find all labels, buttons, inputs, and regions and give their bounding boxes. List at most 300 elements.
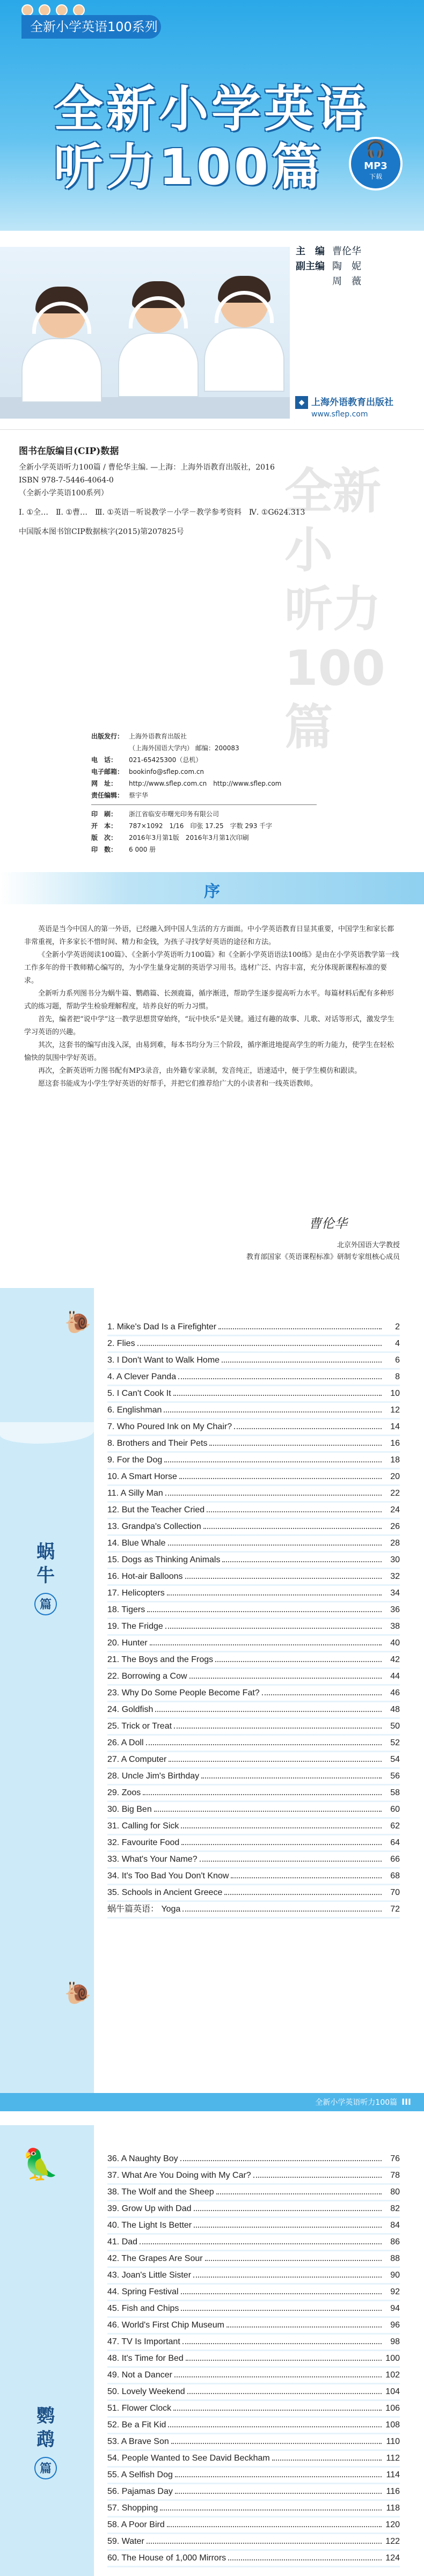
- toc-entry[interactable]: [107, 1437, 400, 1451]
- toc-entry-title: 42. The Grapes Are Sour: [107, 2254, 203, 2263]
- toc-row-divider: [107, 2167, 400, 2168]
- toc-leader-dots: [147, 1611, 382, 1612]
- toc-row-divider: [107, 1701, 400, 1702]
- toc-leader-dots: [205, 2260, 382, 2261]
- toc-entry[interactable]: [107, 2485, 400, 2499]
- toc-entry-page: 40: [390, 1638, 400, 1648]
- toc-row-divider: [107, 1385, 400, 1386]
- toc-entry-page: 114: [386, 2470, 400, 2479]
- toc-entry[interactable]: [107, 1503, 400, 1517]
- toc-entry-page: 94: [390, 2304, 400, 2313]
- toc-entry-title: 60. The House of 1,000 Mirrors: [107, 2553, 226, 2563]
- imprint-row: 版 次： 2016年3月第1版 2016年3月第1次印刷: [91, 834, 249, 841]
- toc-row-divider: [107, 1418, 400, 1419]
- toc-leader-dots: [193, 2277, 382, 2278]
- toc-row-divider: [107, 1584, 400, 1586]
- toc-entry-page: 96: [390, 2321, 400, 2330]
- toc-entry-title: 41. Dad: [107, 2237, 138, 2246]
- toc-leader-dots: [155, 1711, 382, 1712]
- toc-entry[interactable]: [107, 2152, 400, 2166]
- toc-leader-dots: [200, 1861, 382, 1862]
- toc-leader-dots: [137, 1345, 382, 1346]
- toc-row-divider: [107, 1734, 400, 1736]
- toc-entry[interactable]: [107, 1353, 400, 1367]
- toc-leader-dots: [272, 2460, 382, 2461]
- toc-row-divider: [107, 1534, 400, 1536]
- toc-entry[interactable]: [107, 1536, 400, 1550]
- toc-entry[interactable]: [107, 2468, 400, 2482]
- toc-entry-page: 122: [385, 2537, 400, 2546]
- toc-entry[interactable]: [107, 1453, 400, 1467]
- toc-row-divider: [107, 1351, 400, 1353]
- imprint-block: [91, 730, 317, 874]
- toc-entry-page: 108: [385, 2420, 400, 2429]
- toc-entry-page: 118: [386, 2504, 400, 2513]
- toc-entry-title: 59. Water: [107, 2537, 144, 2546]
- editor-row: 主 编 曹伦华: [296, 246, 361, 257]
- toc-entry-title: 48. It's Time for Bed: [107, 2354, 184, 2363]
- cover-header-band: [0, 0, 424, 231]
- toc-entry-page: 52: [390, 1738, 400, 1747]
- toc-entry-title: 34. It's Too Bad You Don't Know: [107, 1871, 229, 1880]
- toc-leader-dots: [181, 1844, 382, 1845]
- toc-leader-dots: [218, 1328, 382, 1329]
- toc-entry[interactable]: [107, 1420, 400, 1434]
- preface-title: 序: [204, 882, 220, 901]
- toc-leader-dots: [160, 2509, 382, 2511]
- toc-row-divider: [107, 1484, 400, 1486]
- toc-leader-dots: [180, 2160, 382, 2161]
- toc-entry-title: 37. What Are You Doing with My Car?: [107, 2171, 251, 2180]
- toc-entry[interactable]: [107, 1769, 400, 1783]
- toc-entry-title: 30. Big Ben: [107, 1805, 152, 1814]
- toc-leader-dots: [165, 1628, 382, 1629]
- copyright-page: [0, 429, 424, 859]
- toc-entry-page: 102: [385, 2370, 400, 2380]
- toc-row-divider: [107, 2183, 400, 2185]
- child-figure: [38, 290, 102, 402]
- publisher-url: www.sflep.com: [311, 410, 368, 419]
- toc-entry[interactable]: [107, 1470, 400, 1484]
- toc-entry-title: 28. Uncle Jim's Birthday: [107, 1772, 200, 1781]
- child-figure: [134, 284, 199, 397]
- kids-icon-strip: [21, 4, 85, 16]
- toc-leader-dots: [147, 2543, 382, 2544]
- toc-row-divider: [107, 1651, 400, 1652]
- toc-entry[interactable]: [107, 2368, 400, 2382]
- toc-entry[interactable]: [107, 1337, 400, 1351]
- toc-entry[interactable]: [107, 1603, 400, 1617]
- toc-leader-dots: [181, 2310, 382, 2311]
- toc-leader-dots: [175, 2493, 382, 2494]
- toc-leader-dots: [168, 2426, 382, 2427]
- mp3-download-badge: [349, 137, 403, 191]
- toc-entry[interactable]: [107, 2318, 400, 2332]
- toc-row-divider: [107, 2416, 400, 2418]
- toc-entry[interactable]: [107, 1370, 400, 1384]
- toc-entry-title: 21. The Boys and the Frogs: [107, 1655, 214, 1664]
- cip-line: （全新小学英语100系列）: [19, 489, 108, 497]
- toc-list: [107, 2152, 400, 2568]
- headphones-icon: 🎧: [365, 140, 386, 159]
- toc-entry-title: 18. Tigers: [107, 1605, 145, 1614]
- toc-entry-page: 106: [385, 2404, 400, 2413]
- toc-row-divider: [107, 2300, 400, 2301]
- toc-leader-dots: [215, 1661, 382, 1662]
- toc-entry-page: 2: [395, 1322, 400, 1331]
- toc-row-divider: [107, 2533, 400, 2534]
- toc-entry[interactable]: [107, 2302, 400, 2316]
- toc-entry-page: 62: [390, 1821, 400, 1831]
- toc-entry-page: 6: [395, 1356, 400, 1365]
- editor-row: 周 薇: [332, 276, 361, 287]
- toc-row-divider: [107, 1468, 400, 1469]
- kid-icon: [21, 4, 33, 16]
- toc-leader-dots: [189, 1678, 382, 1679]
- toc-entry-page: 20: [390, 1472, 400, 1481]
- toc-entry[interactable]: [107, 2235, 400, 2249]
- section-label-snail: 蜗 牛 篇: [21, 1540, 70, 1615]
- toc-leader-dots: [187, 2393, 382, 2394]
- toc-entry-page: 68: [390, 1871, 400, 1880]
- toc-entry-page: 66: [390, 1855, 400, 1864]
- toc-row-divider: [107, 1917, 400, 1919]
- toc-row-divider: [107, 1634, 400, 1636]
- toc-entry-page: 26: [390, 1522, 400, 1531]
- child-figure: [220, 279, 284, 392]
- toc-entry-page: 98: [390, 2337, 400, 2346]
- toc-entry-page: 78: [390, 2171, 400, 2180]
- toc-entry-page: 48: [390, 1705, 400, 1714]
- kid-icon: [73, 4, 85, 16]
- toc-entry-title: 54. People Wanted to See David Beckham: [107, 2454, 270, 2463]
- toc-entry-page: 32: [390, 1572, 400, 1581]
- toc-list: [107, 1320, 400, 1919]
- snail-icon: 🐌: [64, 1310, 91, 1335]
- kid-icon: [39, 4, 50, 16]
- mp3-label: MP3: [364, 160, 388, 172]
- toc-row-divider: [107, 2316, 400, 2318]
- toc-entry[interactable]: [107, 1636, 400, 1650]
- toc-entry-title: 27. A Computer: [107, 1755, 167, 1764]
- cip-line: ISBN 978-7-5446-4064-0: [19, 476, 114, 485]
- toc-entry-title: 51. Flower Clock: [107, 2404, 172, 2413]
- imprint-row: 印 刷： 浙江省临安市曙光印务有限公司: [91, 810, 220, 818]
- toc-entry[interactable]: [107, 1387, 400, 1401]
- toc-row-divider: [107, 2499, 400, 2501]
- toc-entry-page: 28: [390, 1539, 400, 1548]
- preface-paragraph: 全新听力系列图书分为蜗牛篇、鹦鹉篇、长颈鹿篇，循序渐进，帮助学生逐步提高听力水平。每篇材料后配有多种形式的练习题，帮助学生检验理解程度，培养良好的听力习惯。: [24, 990, 394, 1011]
- book-title-line2: 听力100篇: [54, 138, 325, 196]
- toc-entry-title: 9. For the Dog: [107, 1455, 163, 1465]
- toc-entry[interactable]: [107, 2535, 400, 2549]
- book-title: [54, 80, 369, 196]
- toc-row-divider: [107, 2516, 400, 2518]
- toc-entry-title: 6. Englishman: [107, 1406, 162, 1415]
- toc-entry-title: 7. Who Poured Ink on My Chair?: [107, 1422, 232, 1431]
- toc-entry-title: 38. The Wolf and the Sheep: [107, 2187, 214, 2197]
- toc-leader-dots: [181, 2293, 382, 2294]
- cip-line: Ⅰ. ①全… Ⅱ. ①曹… Ⅲ. ①英语－听说教学－小学－教学参考资料 Ⅳ. ①G624.313: [19, 508, 305, 517]
- toc-leader-dots: [228, 2559, 382, 2560]
- toc-entry[interactable]: [107, 1403, 400, 1417]
- toc-leader-dots: [222, 1561, 382, 1562]
- toc-leader-dots: [140, 2243, 382, 2244]
- toc-entry[interactable]: [107, 1902, 400, 1916]
- toc-entry-page: 12: [390, 1406, 400, 1415]
- toc-leader-dots: [207, 1511, 382, 1512]
- toc-entry-title: 45. Fish and Chips: [107, 2304, 179, 2313]
- toc-leader-dots: [234, 1428, 382, 1429]
- toc-entry[interactable]: [107, 1786, 400, 1800]
- publisher-block: [311, 394, 393, 419]
- toc-entry-title: 17. Helicopters: [107, 1589, 165, 1598]
- preface-body: [24, 923, 400, 1091]
- preface-paragraph: 首先，编者把“说中学”这一教学思想贯穿始终，“玩中快乐”是关键。通过有趣的故事、儿歌、对话等形式，激发学生学习英语的兴趣。: [24, 1015, 394, 1036]
- toc-entry-title: 44. Spring Festival: [107, 2287, 179, 2296]
- cover-page: [0, 0, 424, 429]
- toc-entry-title: 29. Zoos: [107, 1788, 141, 1797]
- toc-leader-dots: [231, 1877, 382, 1878]
- toc-leader-dots: [226, 2326, 382, 2328]
- toc-entry[interactable]: [107, 2435, 400, 2449]
- ghost-title: 全新小 听力100篇: [284, 463, 385, 756]
- toc-row-divider: [107, 1684, 400, 1686]
- imprint-row: 责任编辑： 蔡宇华: [91, 792, 149, 799]
- preface-page: [0, 859, 424, 1288]
- toc-entry-title: 1. Mike's Dad Is a Firefighter: [107, 1322, 217, 1331]
- toc-entry[interactable]: [107, 1753, 400, 1767]
- toc-entry-title: 57. Shopping: [107, 2504, 158, 2513]
- toc-entry[interactable]: [107, 2451, 400, 2465]
- toc-entry[interactable]: [107, 1653, 400, 1667]
- toc-leader-dots: [164, 1461, 382, 1462]
- toc-leader-dots: [146, 1744, 382, 1745]
- toc-leader-dots: [182, 2343, 382, 2344]
- publisher-logo-icon: ◆: [295, 396, 308, 409]
- toc-entry-title: 53. A Brave Son: [107, 2437, 169, 2446]
- toc-row-divider: [107, 2399, 400, 2401]
- toc-leader-dots: [169, 1761, 382, 1762]
- toc-entry-page: 84: [390, 2221, 400, 2230]
- toc-entry-page: 110: [386, 2437, 400, 2446]
- toc-entry-page: 90: [390, 2271, 400, 2280]
- toc-entry[interactable]: [107, 1703, 400, 1717]
- toc-entry-title: 14. Blue Whale: [107, 1539, 166, 1548]
- toc-entry-title: 20. Hunter: [107, 1638, 148, 1648]
- toc-row-divider: [107, 2366, 400, 2368]
- toc-entry-title: 43. Joan's Little Sister: [107, 2271, 192, 2280]
- toc-row-divider: [107, 1618, 400, 1619]
- toc-entry[interactable]: [107, 2202, 400, 2216]
- toc-entry-title: 47. TV Is Important: [107, 2337, 180, 2346]
- snail-icon: 🐌: [64, 1981, 91, 2006]
- cip-line: 中国版本图书馆CIP数据核字(2015)第207825号: [19, 528, 184, 536]
- preface-signature: 曹伦华: [309, 1216, 347, 1231]
- preface-paragraph: 《全新小学英语阅读100篇》、《全新小学英语听力100篇》和《全新小学英语语法100练》是由在小学英语教学第一线工作多年的骨干教师精心编写的，为小学生量身定制的英语学习用书。选材广泛、内容丰富，充分体现新课程标准的要求。: [24, 951, 399, 985]
- toc-row-divider: [107, 2216, 400, 2218]
- toc-leader-dots: [185, 1578, 382, 1579]
- toc-entry-page: 124: [385, 2553, 400, 2563]
- toc-entry[interactable]: [107, 2551, 400, 2565]
- toc-row-divider: [107, 1518, 400, 1519]
- toc-entry[interactable]: [107, 1869, 400, 1883]
- toc-entry-page: 14: [390, 1422, 400, 1431]
- toc-leader-dots: [150, 1644, 382, 1645]
- toc-entry[interactable]: [107, 2402, 400, 2416]
- toc-entry-title: 16. Hot-air Balloons: [107, 1572, 183, 1581]
- toc-entry[interactable]: [107, 2185, 400, 2199]
- toc-entry-title: 49. Not a Dancer: [107, 2370, 172, 2380]
- toc-entry[interactable]: [107, 1803, 400, 1817]
- toc-leader-dots: [179, 1478, 382, 1479]
- toc-entry[interactable]: [107, 1836, 400, 1850]
- toc-entry-title: 2. Flies: [107, 1339, 135, 1348]
- toc-entry[interactable]: [107, 1819, 400, 1833]
- footer-text: 全新小学英语听力100篇 III: [315, 2097, 411, 2107]
- toc-row-divider: [107, 2233, 400, 2235]
- toc-entry-title: 52. Be a Fit Kid: [107, 2420, 166, 2429]
- toc-row-divider: [107, 1767, 400, 1769]
- toc-entry-page: 10: [390, 1389, 400, 1398]
- series-label: 全新小学英语100系列: [21, 15, 161, 39]
- kid-icon: [56, 4, 68, 16]
- toc-entry[interactable]: [107, 1586, 400, 1600]
- toc-entry[interactable]: [107, 1686, 400, 1700]
- toc-row-divider: [107, 1568, 400, 1569]
- toc-entry-page: 42: [390, 1655, 400, 1664]
- toc-entry[interactable]: [107, 2268, 400, 2282]
- toc-entry[interactable]: [107, 2252, 400, 2266]
- toc-entry-title: 3. I Don't Want to Walk Home: [107, 1356, 220, 1365]
- toc-row-divider: [107, 1501, 400, 1503]
- toc-row-divider: [107, 1817, 400, 1819]
- toc-row-divider: [107, 2266, 400, 2268]
- toc-row-divider: [107, 2566, 400, 2567]
- toc-entry-page: 116: [386, 2487, 400, 2496]
- toc-entry-title: 55. A Selfish Dog: [107, 2470, 173, 2479]
- toc-row-divider: [107, 1368, 400, 1370]
- toc-entry-page: 50: [390, 1722, 400, 1731]
- toc-leader-dots: [164, 1411, 382, 1413]
- toc-entry[interactable]: [107, 1886, 400, 1900]
- toc-row-divider: [107, 1867, 400, 1869]
- toc-entry[interactable]: [107, 2418, 400, 2432]
- toc-entry-title: 11. A Silly Man: [107, 1489, 163, 1498]
- toc-entry-page: 82: [390, 2204, 400, 2213]
- imprint-row: 电子邮箱： bookinfo@sflep.com.cn: [91, 768, 204, 775]
- toc-leader-dots: [222, 1362, 382, 1363]
- toc-entry[interactable]: [107, 1520, 400, 1534]
- toc-entry[interactable]: [107, 2219, 400, 2233]
- toc-entry-title: 39. Grow Up with Dad: [107, 2204, 192, 2213]
- toc-entry-page: 120: [385, 2520, 400, 2529]
- toc-entry[interactable]: [107, 1320, 400, 1334]
- toc-entry-title: 5. I Can't Cook It: [107, 1389, 171, 1398]
- toc-entry-page: 22: [390, 1489, 400, 1498]
- toc-entry-title: 25. Trick or Treat: [107, 1722, 172, 1731]
- toc-entry[interactable]: [107, 2518, 400, 2532]
- toc-entry-title: 22. Borrowing a Cow: [107, 1672, 187, 1681]
- toc-entry-title: 35. Schools in Ancient Greece: [107, 1888, 223, 1897]
- toc-entry[interactable]: [107, 2285, 400, 2299]
- toc-leader-dots: [201, 1777, 382, 1779]
- toc-leader-dots: [143, 1794, 382, 1795]
- toc-leader-dots: [167, 2526, 382, 2527]
- toc-entry-page: 56: [390, 1772, 400, 1781]
- toc-leader-dots: [186, 2360, 382, 2361]
- toc-entry-page: 58: [390, 1788, 400, 1797]
- toc-row-divider: [107, 2383, 400, 2384]
- editor-row: 副主编 陶 妮: [296, 261, 361, 272]
- toc-row-divider: [107, 2283, 400, 2285]
- parrot-icon: 🦜: [21, 2147, 59, 2182]
- toc-leader-dots: [262, 1694, 382, 1695]
- section-side-panel: [0, 2125, 94, 2576]
- toc-entry-page: 76: [390, 2154, 400, 2163]
- toc-entry-page: 64: [390, 1838, 400, 1847]
- toc-entry[interactable]: [107, 2352, 400, 2366]
- toc-entry[interactable]: [107, 2169, 400, 2183]
- toc-entry[interactable]: [107, 1670, 400, 1684]
- page-footer: [0, 2093, 424, 2111]
- toc-leader-dots: [194, 2210, 382, 2211]
- toc-entry-title: 26. A Doll: [107, 1738, 144, 1747]
- toc-entry-page: 72: [390, 1905, 400, 1914]
- toc-entry-page: 38: [390, 1622, 400, 1631]
- toc-entry-page: 34: [390, 1589, 400, 1598]
- toc-entry[interactable]: [107, 1736, 400, 1750]
- cip-lines: [19, 461, 305, 538]
- toc-entry[interactable]: [107, 1719, 400, 1733]
- toc-entry-title: 40. The Light Is Better: [107, 2221, 192, 2230]
- toc-entry[interactable]: [107, 1570, 400, 1584]
- toc-row-divider: [107, 2433, 400, 2434]
- toc-row-divider: [107, 1751, 400, 1752]
- toc-entry[interactable]: [107, 1487, 400, 1501]
- toc-leader-dots: [171, 2443, 382, 2444]
- imprint-row: （上海外国语大学内） 邮编：200083: [129, 744, 239, 752]
- toc-row-divider: [107, 1335, 400, 1336]
- toc-entry-title: 31. Calling for Sick: [107, 1821, 179, 1831]
- toc-entry[interactable]: [107, 2385, 400, 2399]
- toc-row-divider: [107, 2250, 400, 2251]
- toc-entry[interactable]: [107, 2501, 400, 2515]
- toc-leader-dots: [178, 1378, 382, 1379]
- imprint-row: 开 本： 787×1092 1/16 印张 17.25 字数 293 千字: [91, 822, 273, 830]
- toc-row-divider: [107, 1601, 400, 1602]
- toc-entry[interactable]: [107, 1620, 400, 1634]
- preface-paragraph: 英语是当今中国人的第一外语，已经融入到中国人生活的方方面面。中小学英语教育日显其重要，中国学生和家长都非常重视，许多家长不惜时间、精力和金钱，为孩子寻找学好英语的途径和方法。: [24, 925, 394, 946]
- toc-entry[interactable]: [107, 1853, 400, 1867]
- toc-entry-page: 8: [395, 1372, 400, 1381]
- cip-heading: 图书在版编目(CIP)数据: [19, 446, 119, 457]
- toc-leader-dots: [175, 2476, 382, 2477]
- toc-entry-title: 36. A Naughty Boy: [107, 2154, 178, 2163]
- toc-entry-title: 46. World's First Chip Museum: [107, 2321, 224, 2330]
- toc-entry[interactable]: [107, 2335, 400, 2349]
- preface-paragraph: 其次，这套书的编写由浅入深，由易到难，每本书均分为三个阶段，循序渐进地提高学生的听力能力，使学生在轻松愉快的氛围中学好英语。: [24, 1041, 394, 1062]
- download-label: 下载: [369, 173, 382, 180]
- toc-row-divider: [107, 1717, 400, 1719]
- toc-leader-dots: [253, 2177, 382, 2178]
- toc-entry[interactable]: [107, 1553, 400, 1567]
- publisher-name: 上海外语教育出版社: [311, 397, 393, 408]
- toc-entry-title: 23. Why Do Some People Become Fat?: [107, 1688, 260, 1697]
- toc-entry-title: 19. The Fridge: [107, 1622, 163, 1631]
- toc-leader-dots: [168, 1545, 382, 1546]
- toc-leader-dots: [173, 1395, 382, 1396]
